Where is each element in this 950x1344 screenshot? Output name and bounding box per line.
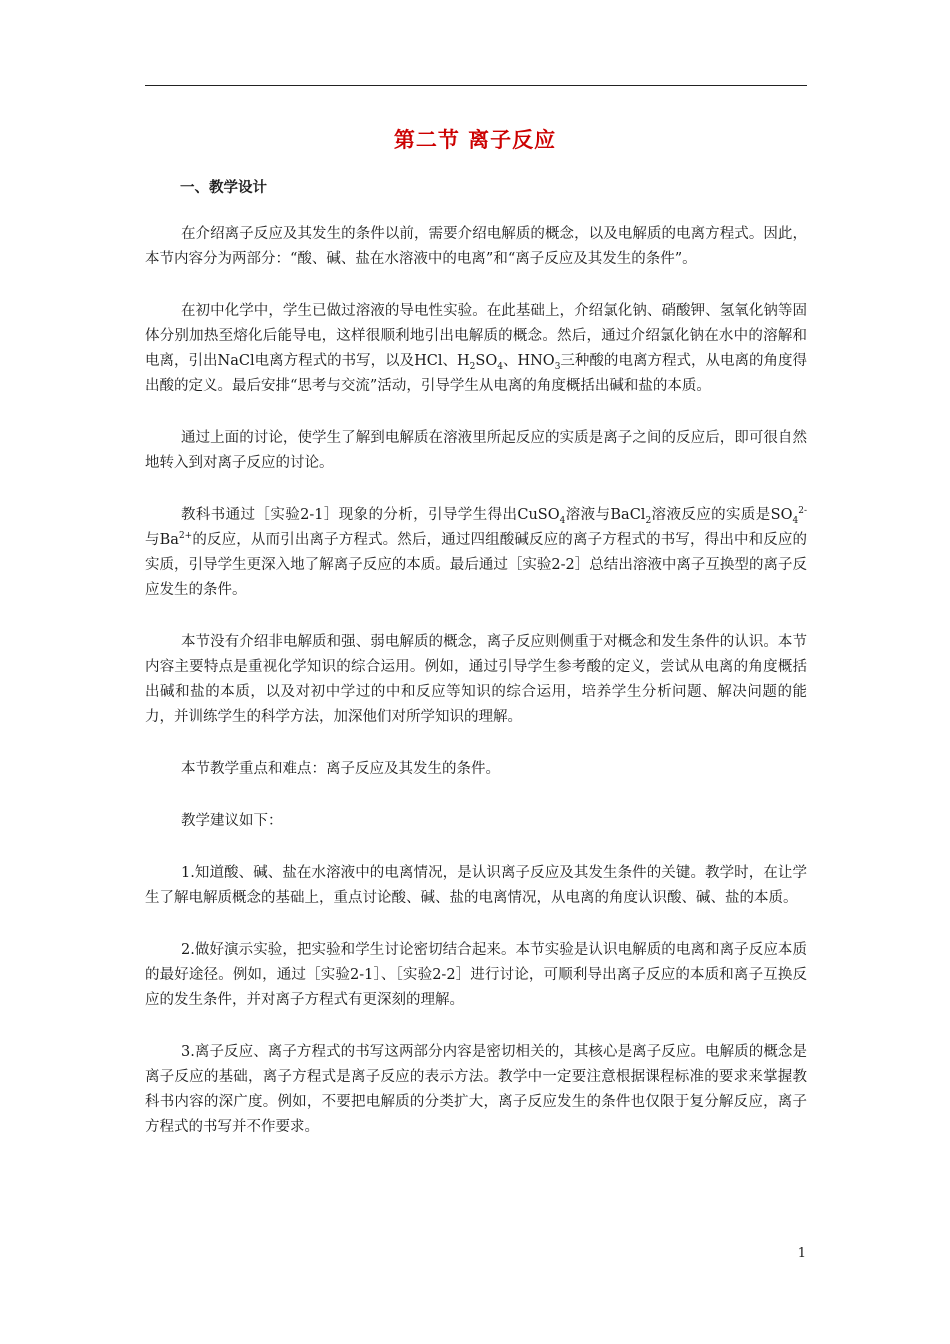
text-run: 、HNO [502,353,555,369]
text-run: 溶液反应的实质是SO [651,507,793,523]
text-run: SO [475,353,498,369]
superscript: 2- [798,506,807,517]
page-title: 第二节 离子反应 [393,128,557,152]
paragraph-6: 本节教学重点和难点：离子反应及其发生的条件。 [181,761,500,777]
subscript: 4 [497,361,503,372]
body-content [145,222,807,1167]
subscript: 4 [792,515,799,526]
text-run: 的反应，从而引出离子方程式。然后，通过四组酸碱反应的离子方程式的书写，得出中和反应的实质，引导学生更深入地了解离子反应的本质。最后通过［实验2-2］总结出溶液中离子互换型的离子反应发生的条件。 [145,532,807,598]
paragraph-2 [145,299,807,399]
subscript: 2 [469,361,476,372]
text-run: 与Ba [145,532,179,548]
paragraph-1: 在介绍离子反应及其发生的条件以前，需要介绍电解质的概念，以及电解质的电离方程式。因此，本节内容分为两部分：“酸、碱、盐在水溶液中的电离”和“离子反应及其发生的条件”。 [145,226,807,267]
header-rule [145,85,807,86]
subscript: 2 [645,515,652,526]
paragraph-7: 教学建议如下： [181,813,283,829]
text-run: 在初中化学中，学生已做过溶液的导电性实验。在此基础上，介绍氯化钠、硝酸钾、氢氧化钠等固体分别加热至熔化后能导电，这样很顺利地引出电解质的概念。然后，通过介绍氯化钠在水中的溶解和电离，引出NaCl电离方程式的书写，以及HCl、H [145,303,807,369]
text-run: 三种酸的电离方程式，从电离的角度得出酸的定义。最后安排“思考与交流”活动，引导学生从电离的角度概括出碱和盐的本质。 [145,353,807,394]
paragraph-5: 本节没有介绍非电解质和强、弱电解质的概念，离子反应则侧重于对概念和发生条件的认识。本节内容主要特点是重视化学知识的综合运用。例如，通过引导学生参考酸的定义，尝试从电离的角度概括出碱和盐的本质，以及对初中学过的中和反应等知识的综合运用，培养学生分析问题、解决问题的能力，并训练学生的科学方法，加深他们对所学知识的理解。 [145,634,807,725]
superscript: 2+ [178,531,193,542]
paragraph-8: 1.知道酸、碱、盐在水溶液中的电离情况，是认识离子反应及其发生条件的关键。教学时，在让学生了解电解质概念的基础上，重点讨论酸、碱、盐的电离情况，从电离的角度认识酸、碱、盐的本质。 [145,865,807,906]
section-heading: 一、教学设计 [180,180,267,196]
paragraph-3: 通过上面的讨论，使学生了解到电解质在溶液里所起反应的实质是离子之间的反应后，即可很自然地转入到对离子反应的讨论。 [145,430,807,471]
paragraph-9: 2.做好演示实验，把实验和学生讨论密切结合起来。本节实验是认识电解质的电离和离子反应本质的最好途径。例如，通过［实验2-1］、［实验2-2］进行讨论，可顺利导出离子反应的本质和离子互换反应的发生条件，并对离子方程式有更深刻的理解。 [145,942,807,1008]
page-number: 1 [797,1246,806,1261]
subscript: 4 [559,515,566,526]
paragraph-10: 3.离子反应、离子方程式的书写这两部分内容是密切相关的，其核心是离子反应。电解质的概念是离子反应的基础，离子方程式是离子反应的表示方法。教学中一定要注意根据课程标准的要求来掌握教科书内容的深广度。例如，不要把电解质的分类扩大，离子反应发生的条件也仅限于复分解反应，离子方程式的书写并不作要求。 [145,1044,807,1135]
paragraph-4 [145,503,807,603]
subscript: 3 [554,361,561,372]
text-run: 溶液与BaCl [565,507,646,523]
text-run: 教科书通过［实验2-1］现象的分析，引导学生得出CuSO [181,507,560,523]
